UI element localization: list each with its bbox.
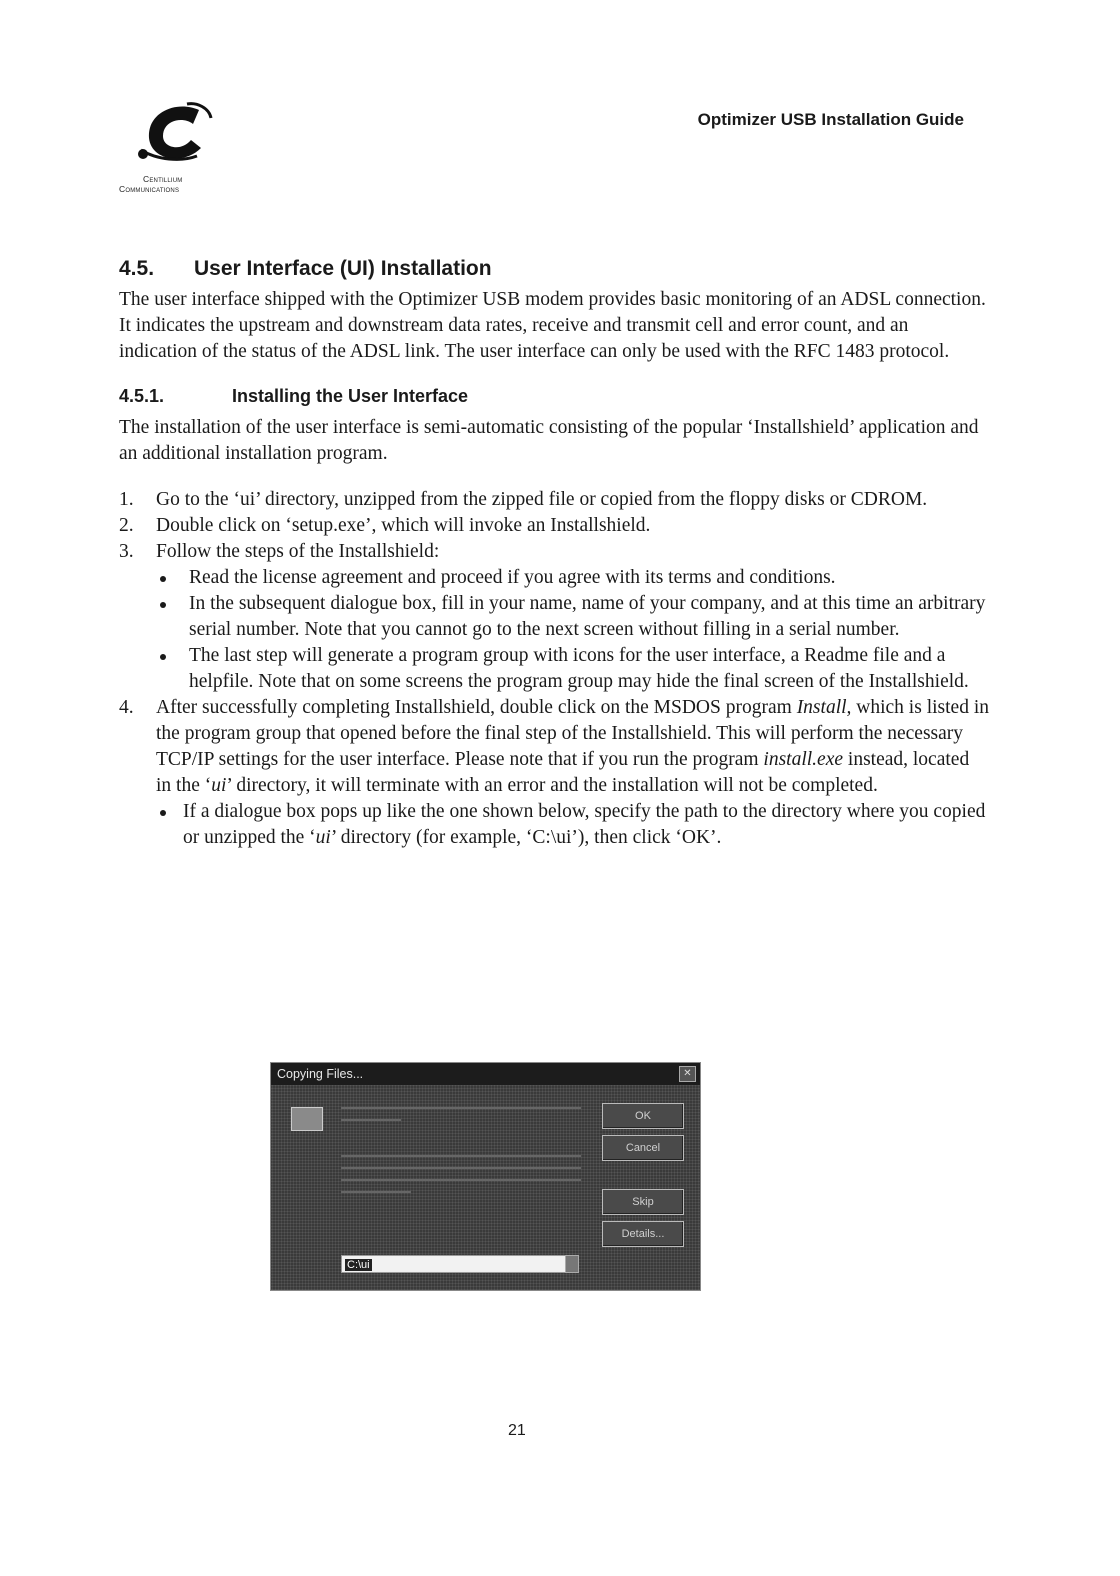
dialog-message-line xyxy=(341,1119,401,1121)
guide-title: Optimizer USB Installation Guide xyxy=(697,110,964,129)
subsection-number: 4.5.1. xyxy=(119,386,165,406)
step4-bullets xyxy=(156,799,989,851)
centillium-logo-icon xyxy=(137,100,217,172)
step-number: 4. xyxy=(119,697,134,718)
install-steps xyxy=(119,487,989,851)
step-text: Go to the ‘ui’ directory, unzipped from the zipped file or copied from the floppy disks or CDROM. xyxy=(156,489,928,510)
path-input-value: C:\ui xyxy=(347,1259,370,1271)
close-icon[interactable]: ✕ xyxy=(679,1066,696,1082)
text-run: After successfully completing Installshield, double click on the MSDOS program xyxy=(156,697,797,718)
dialog-message-line xyxy=(341,1191,411,1193)
dir-name-ui: ui xyxy=(211,775,227,796)
skip-button[interactable]: Skip xyxy=(602,1189,684,1215)
program-name-installexe: install.exe xyxy=(763,749,844,770)
ok-button[interactable]: OK xyxy=(602,1103,684,1129)
dialog-message-line xyxy=(341,1179,581,1181)
list-item xyxy=(119,487,989,513)
dialog-message-line xyxy=(341,1107,581,1109)
text-run: instead, located in the ‘ xyxy=(156,749,970,796)
list-item xyxy=(119,695,989,851)
step3-bullets xyxy=(156,565,989,695)
section-title: User Interface (UI) Installation xyxy=(194,257,492,280)
step-text: Follow the steps of the Installshield: xyxy=(156,541,440,562)
dialog-message-line xyxy=(341,1155,581,1157)
details-button[interactable]: Details... xyxy=(602,1221,684,1247)
dir-name-ui: ui xyxy=(315,827,331,848)
dialog-message-line xyxy=(341,1167,581,1169)
text-run: If a dialogue box pops up like the one shown below, specify the path to the directory where you copied or unzipped the ‘ xyxy=(183,801,986,848)
company-logo xyxy=(115,100,235,194)
subsection-heading xyxy=(119,383,989,409)
bullet-item: In the subsequent dialogue box, fill in your name, name of your company, and at this time an arbitrary serial number. Note that you cannot go to the next screen without filling in a serial number. xyxy=(156,591,989,643)
section-intro: The user interface shipped with the Optimizer USB modem provides basic monitoring of an ADSL connection. It indicates the upstream and downstream data rates, receive and transmit cell and error count, and an indication of the status of the ADSL link. The user interface can only be used with the RFC 1483 protocol. xyxy=(119,289,986,362)
bullet-item xyxy=(156,799,989,851)
bullet-item: Read the license agreement and proceed if you agree with its terms and conditions. xyxy=(156,565,989,591)
dialog-title-bar xyxy=(271,1063,700,1085)
step-number: 2. xyxy=(119,515,134,536)
section-number: 4.5. xyxy=(119,257,155,280)
step-text xyxy=(156,697,989,796)
list-item xyxy=(119,513,989,539)
page-number: 21 xyxy=(508,1422,526,1439)
step-text: Double click on ‘setup.exe’, which will invoke an Installshield. xyxy=(156,515,651,536)
step-number: 1. xyxy=(119,489,134,510)
subsection-intro: The installation of the user interface is semi-automatic consisting of the popular ‘Installshield’ application and an additional installation program. xyxy=(119,417,979,464)
logo-line-2: Communications xyxy=(119,184,180,194)
cancel-button[interactable]: Cancel xyxy=(602,1135,684,1161)
text-run: ’ directory, it will terminate with an error and the installation will not be completed. xyxy=(226,775,878,796)
path-input[interactable] xyxy=(341,1255,571,1273)
dialog-title: Copying Files... xyxy=(277,1067,364,1081)
document-body xyxy=(119,255,989,851)
logo-line-1: Centillium xyxy=(143,174,183,184)
list-item xyxy=(119,539,989,695)
section-heading xyxy=(119,255,989,283)
copying-files-dialog xyxy=(270,1062,701,1291)
browse-icon[interactable] xyxy=(565,1255,579,1273)
text-run: which is listed in the program group that opened before the final step of the Installshield. This will perform the necessary TCP/IP settings for the user interface. Please note that if you run the program xyxy=(156,697,989,770)
bullet-item: The last step will generate a program group with icons for the user interface, a Readme file and a helpfile. Note that on some screens the program group may hide the final screen of the Installshield. xyxy=(156,643,989,695)
program-name-install: Install, xyxy=(796,697,852,718)
disk-icon xyxy=(291,1107,323,1131)
step-number: 3. xyxy=(119,541,134,562)
text-run: ’ directory (for example, ‘C:\ui’), then click ‘OK’. xyxy=(330,827,722,848)
subsection-title: Installing the User Interface xyxy=(232,386,469,406)
